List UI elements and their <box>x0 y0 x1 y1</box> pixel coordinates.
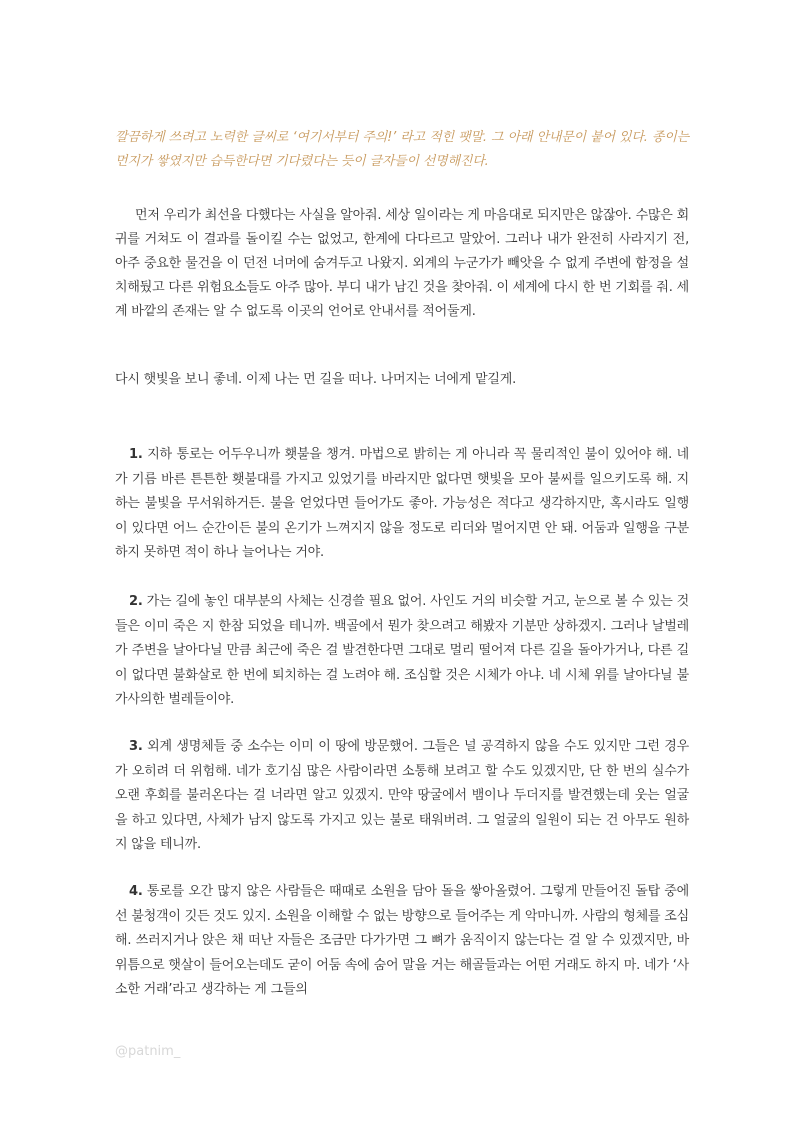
rule-item <box>115 880 689 1003</box>
rule-number: 4. <box>129 884 143 899</box>
rule-number: 3. <box>129 739 143 754</box>
letter-paragraph: 먼저 우리가 최선을 다했다는 사실을 알아줘. 세상 일이라는 게 마음대로 되지만은 않잖아. 수많은 회귀를 거쳐도 이 결과를 돌이킬 수는 없었고, 한계에 다다르고 말았어. 그러나 내가 완전히 사라지기 전, 아주 중요한 물건을 이 던전 너머에 숨겨두고 나왔지. 외계의 누군가가 빼앗을 수 없게 주변에 함정을 설치해뒀고 다른 위험요소들도 아주 많아. 부디 내가 남긴 것을 찾아줘. 이 세계에 다시 한 번 기회를 줘. 세계 바깥의 존재는 알 수 없도록 이곳의 언어로 안내서를 적어둘게. <box>115 208 689 319</box>
rule-item <box>115 443 689 566</box>
rule-item <box>115 590 689 713</box>
rule-text: 지하 통로는 어두우니까 횃불을 챙겨. 마법으로 밝히는 게 아니라 꼭 물리적인 불이 있어야 해. 네가 기름 바른 튼튼한 횃불대를 가지고 있었기를 바라지만 없다면 햇빛을 모아 불씨를 일으키도록 해. 지하는 불빛을 무서워하거든. 불을 얻었다면 들어가도 좋아. 가능성은 적다고 생각하지만, 혹시라도 일행이 있다면 어느 순간이든 불의 온기가 느껴지지 않을 정도로 리더와 멀어지면 안 돼. 어둠과 일행을 구분하지 못하면 적이 하나 늘어나는 거야. <box>115 447 689 560</box>
rule-item <box>115 735 689 858</box>
rule-text: 통로를 오간 많지 않은 사람들은 때때로 소원을 담아 돌을 쌓아올렸어. 그렇게 만들어진 돌탑 중에선 불청객이 깃든 것도 있지. 소원을 이해할 수 없는 방향으로 들어주는 게 악마니까. 사람의 형체를 조심해. 쓰러지거나 앉은 채 떠난 자들은 조금만 다가가면 그 뼈가 움직이지 않는다는 걸 알 수 있겠지만, 바위틈으로 햇살이 들어오는데도 굳이 어둠 속에 숨어 말을 거는 해골들과는 어떤 거래도 하지 마. 네가 ‘사소한 거래’라고 생각하는 게 그들의 <box>115 884 690 997</box>
author-watermark: @patnim_ <box>115 1044 181 1059</box>
rule-number: 2. <box>129 594 143 609</box>
farewell-line: 다시 햇빛을 보니 좋네. 이제 나는 먼 길을 떠나. 나머지는 너에게 맡길게. <box>115 372 517 387</box>
intro-note: 깔끔하게 쓰려고 노력한 글씨로 ‘여기서부터 주의!’ 라고 적힌 팻말. 그 아래 안내문이 붙어 있다. 종이는 먼지가 쌓였지만 습득한다면 기다렸다는 듯이 글자들이 선명해진다. <box>115 130 689 169</box>
rule-number: 1. <box>129 447 143 462</box>
rule-text: 가는 길에 놓인 대부분의 사체는 신경쓸 필요 없어. 사인도 거의 비슷할 거고, 눈으로 볼 수 있는 것들은 이미 죽은 지 한참 되었을 테니까. 백골에서 뭔가 찾으려고 해봤자 기분만 상하겠지. 그러나 날벌레가 주변을 날아다닐 만큼 최근에 죽은 걸 발견한다면 그대로 멀리 떨어져 다른 길을 돌아가거나, 다른 길이 없다면 불화살로 한 번에 퇴치하는 걸 노려야 해. 조심할 것은 시체가 아냐. 네 시체 위를 날아다닐 불가사의한 벌레들이야. <box>115 594 689 707</box>
rule-text: 외계 생명체들 중 소수는 이미 이 땅에 방문했어. 그들은 널 공격하지 않을 수도 있지만 그런 경우가 오히려 더 위험해. 네가 호기심 많은 사람이라면 소통해 보려고 할 수도 있겠지만, 단 한 번의 실수가 오랜 후회를 불러온다는 걸 너라면 알고 있겠지. 만약 땅굴에서 뱀이나 두더지를 발견했는데 웃는 얼굴을 하고 있다면, 사체가 남지 않도록 가지고 있는 불로 태워버려. 그 얼굴의 일원이 되는 건 아무도 원하지 않을 테니까. <box>115 739 689 852</box>
